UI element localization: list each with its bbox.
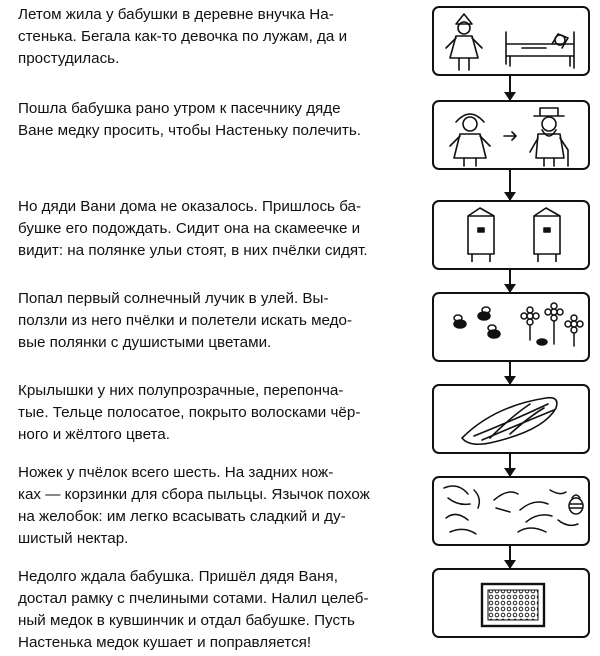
paragraph-4 [18,288,408,354]
text-line: вые полянки с душистыми цветами. [18,334,272,351]
text-line: бушке его подождать. Сидит она на скамеечке и [18,220,361,237]
beehives-icon [434,202,592,272]
text-line: ный медок в кувшинчик и отдал бабушке. Пусть [18,612,355,629]
flowchart [432,0,592,656]
flow-box-3 [432,200,590,270]
girl-and-bed-icon [434,8,592,78]
paragraph-3 [18,196,408,262]
text-line: ках — корзинки для сбора пыльцы. Язычок похож [18,486,370,503]
text-line: видит: на полянке ульи стоят, в них пчёлки сидят. [18,242,368,259]
flow-arrow [509,546,511,568]
flow-arrow [509,454,511,476]
text-line: Недолго ждала бабушка. Пришёл дядя Ваня, [18,568,338,585]
text-line: ного и жёлтого цвета. [18,426,170,443]
flow-box-2 [432,100,590,170]
text-line: простудилась. [18,50,120,67]
text-line: Ножек у пчёлок всего шесть. На задних нож- [18,464,334,481]
text-line: Но дяди Вани дома не оказалось. Пришлось ба- [18,198,362,215]
honeycomb-frame-icon [434,570,592,640]
flow-box-7 [432,568,590,638]
text-line: Летом жила у бабушки в деревне внучка На- [18,6,334,23]
flow-box-6 [432,476,590,546]
text-line: Ване медку просить, чтобы Настеньку полечить. [18,122,361,139]
paragraph-6 [18,462,408,550]
text-line: Попал первый солнечный лучик в улей. Вы- [18,290,329,307]
text-line: стенька. Бегала как-то девочка по лужам, да и [18,28,348,45]
text-line: шистый нектар. [18,530,129,547]
text-line: Крылышки у них полупрозрачные, перепонча- [18,382,344,399]
bees-and-flowers-icon [434,294,592,364]
text-line: достал рамку с пчелиными сотами. Налил целеб- [18,590,369,607]
flow-arrow [509,170,511,200]
paragraph-1 [18,4,408,70]
flow-box-4 [432,292,590,362]
paragraph-2 [18,98,408,142]
flow-arrow [509,76,511,100]
text-line: Пошла бабушка рано утром к пасечнику дяде [18,100,341,117]
text-line: на желобок: им легко всасывать сладкий и ду- [18,508,346,525]
flow-arrow [509,270,511,292]
bee-legs-and-basket-icon [434,478,592,548]
bee-wing-icon [434,386,592,456]
paragraph-5 [18,380,408,446]
flow-arrow [509,362,511,384]
paragraph-7 [18,566,408,654]
text-line: Настенька медок кушает и поправляется! [18,634,312,651]
grandma-and-beekeeper-icon [434,102,592,172]
text-line: тые. Тельце полосатое, покрыто волосками чёр- [18,404,361,421]
text-line: ползли из него пчёлки и полетели искать медо- [18,312,353,329]
flow-box-5 [432,384,590,454]
flow-box-1 [432,6,590,76]
